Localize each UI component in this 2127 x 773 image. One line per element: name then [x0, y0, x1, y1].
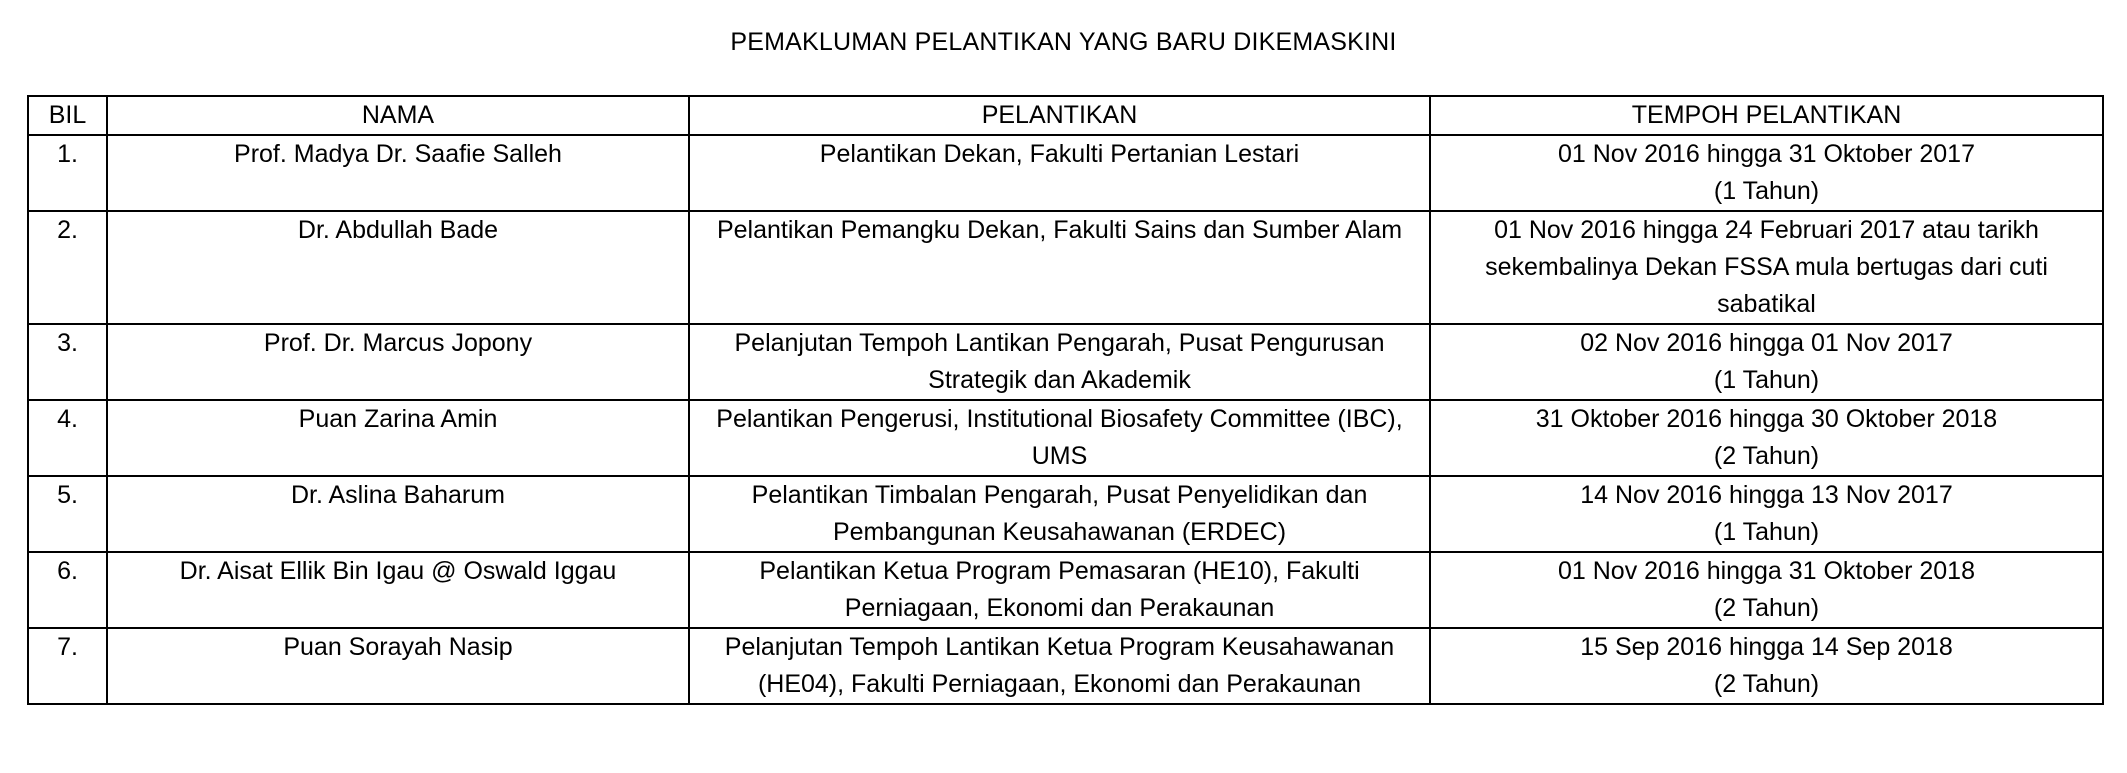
header-tempoh: TEMPOH PELANTIKAN	[1430, 96, 2103, 135]
tempoh-dates: 01 Nov 2016 hingga 31 Oktober 2018	[1558, 557, 1975, 585]
tempoh-duration: (2 Tahun)	[1713, 670, 1820, 698]
tempoh-dates: 15 Sep 2016 hingga 14 Sep 2018	[1580, 633, 1953, 661]
tempoh-duration: (2 Tahun)	[1713, 442, 1820, 470]
cell-tempoh	[1430, 324, 2103, 400]
tempoh-dates: 01 Nov 2016 hingga 31 Oktober 2017	[1558, 140, 1975, 168]
tempoh-duration: (1 Tahun)	[1713, 366, 1820, 394]
tempoh-duration: (1 Tahun)	[1713, 177, 1820, 205]
cell-bil: 2.	[28, 211, 107, 324]
cell-nama: Dr. Abdullah Bade	[107, 211, 689, 324]
cell-nama: Dr. Aslina Baharum	[107, 476, 689, 552]
header-pelantikan: PELANTIKAN	[689, 96, 1430, 135]
cell-nama: Puan Sorayah Nasip	[107, 628, 689, 704]
cell-pelantikan: Pelanjutan Tempoh Lantikan Ketua Program Keusahawanan (HE04), Fakulti Perniagaan, Ekonomi dan Perakaunan	[689, 628, 1430, 704]
header-nama: NAMA	[107, 96, 689, 135]
cell-pelantikan: Pelantikan Pengerusi, Institutional Biosafety Committee (IBC), UMS	[689, 400, 1430, 476]
cell-nama: Puan Zarina Amin	[107, 400, 689, 476]
table-row	[28, 400, 2103, 476]
cell-bil: 4.	[28, 400, 107, 476]
cell-tempoh	[1430, 628, 2103, 704]
tempoh-dates: 01 Nov 2016 hingga 24 Februari 2017 atau tarikh sekembalinya Dekan FSSA mula bertugas dari cuti sabatikal	[1485, 216, 2048, 318]
table-row	[28, 476, 2103, 552]
cell-tempoh	[1430, 211, 2103, 324]
header-bil: BIL	[28, 96, 107, 135]
tempoh-dates: 02 Nov 2016 hingga 01 Nov 2017	[1580, 329, 1953, 357]
table-row	[28, 135, 2103, 211]
tempoh-dates: 31 Oktober 2016 hingga 30 Oktober 2018	[1535, 405, 1998, 433]
tempoh-duration: (2 Tahun)	[1713, 594, 1820, 622]
cell-pelantikan: Pelantikan Pemangku Dekan, Fakulti Sains dan Sumber Alam	[689, 211, 1430, 324]
cell-tempoh	[1430, 476, 2103, 552]
cell-tempoh	[1430, 135, 2103, 211]
document-title: PEMAKLUMAN PELANTIKAN YANG BARU DIKEMASKINI	[730, 28, 1397, 56]
cell-bil: 3.	[28, 324, 107, 400]
cell-pelantikan: Pelantikan Timbalan Pengarah, Pusat Penyelidikan dan Pembangunan Keusahawanan (ERDEC)	[689, 476, 1430, 552]
cell-pelantikan: Pelantikan Dekan, Fakulti Pertanian Lestari	[689, 135, 1430, 211]
tempoh-dates: 14 Nov 2016 hingga 13 Nov 2017	[1580, 481, 1953, 509]
table-header-row	[28, 96, 2103, 135]
table-row	[28, 211, 2103, 324]
cell-tempoh	[1430, 552, 2103, 628]
cell-nama: Prof. Dr. Marcus Jopony	[107, 324, 689, 400]
table-row	[28, 324, 2103, 400]
cell-bil: 1.	[28, 135, 107, 211]
cell-bil: 6.	[28, 552, 107, 628]
cell-nama: Dr. Aisat Ellik Bin Igau @ Oswald Iggau	[107, 552, 689, 628]
table-row	[28, 628, 2103, 704]
cell-pelantikan: Pelantikan Ketua Program Pemasaran (HE10), Fakulti Perniagaan, Ekonomi dan Perakaunan	[689, 552, 1430, 628]
cell-pelantikan: Pelanjutan Tempoh Lantikan Pengarah, Pusat Pengurusan Strategik dan Akademik	[689, 324, 1430, 400]
tempoh-duration: (1 Tahun)	[1713, 518, 1820, 546]
cell-bil: 7.	[28, 628, 107, 704]
cell-nama: Prof. Madya Dr. Saafie Salleh	[107, 135, 689, 211]
cell-tempoh	[1430, 400, 2103, 476]
appointments-table	[27, 95, 2104, 705]
cell-bil: 5.	[28, 476, 107, 552]
table-row	[28, 552, 2103, 628]
